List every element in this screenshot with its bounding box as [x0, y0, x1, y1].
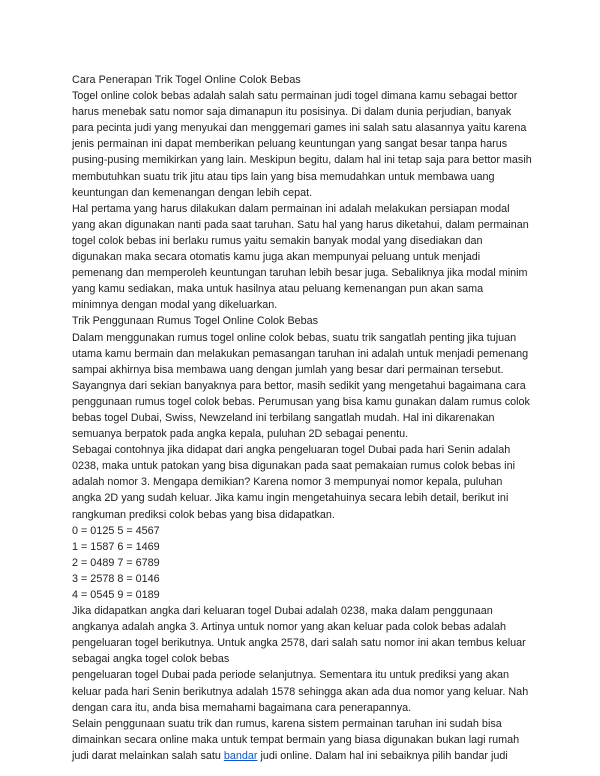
document-title: Cara Penerapan Trik Togel Online Colok Bebas	[72, 74, 301, 86]
paragraph-contoh: Sebagai contohnya jika didapat dari angka pengeluaran togel Dubai pada hari Senin adalah 0238, maka untuk patokan yang bisa digunakan pada saat pemakaian rumus colok bebas ini adalah nomor 3. Mengapa demikian? Karena nomor 3 mempunyai nomor kepala, puluhan angka 2D yang sudah keluar. Jika kamu ingin mengetahuinya secara lebih detail, berikut ini rangkuman prediksi colok bebas yang bisa didapatkan.	[72, 444, 515, 521]
paragraph-penggunaan: Jika didapatkan angka dari keluaran togel Dubai adalah 0238, maka dalam penggunaan angkanya adalah angka 3. Artinya untuk nomor yang akan keluar pada colok bebas adalah pengeluaran togel berikutnya. Untuk angka 2578, dari salah satu nomor ini akan tembus keluar sebagai angka togel colok bebas	[72, 605, 526, 666]
formula-line: 2 = 0489 7 = 6789	[72, 556, 160, 569]
formula-line: 4 = 0545 9 = 0189	[72, 589, 160, 601]
paragraph-selain-text-after: judi online. Dalam hal ini sebaiknya pilih bandar judi	[257, 749, 508, 762]
formula-line: 1 = 1587 6 = 1469	[72, 540, 160, 553]
section-subtitle: Trik Penggunaan Rumus Togel Online Colok Bebas	[72, 315, 319, 328]
paragraph-periode: pengeluaran togel Dubai pada periode selanjutnya. Sementara itu untuk prediksi yang akan keluar pada hari Senin berikutnya adalah 1578 sehingga akan ada dua nomor yang keluar. Nah dengan cara itu, anda bisa memahami bagaimana cara penerapannya.	[72, 669, 529, 714]
paragraph-selain	[72, 716, 532, 764]
formula-line: 0 = 0125 5 = 4567	[72, 524, 160, 537]
formula-line: 3 = 2578 8 = 0146	[72, 572, 160, 585]
paragraph-modal: Hal pertama yang harus dilakukan dalam permainan ini adalah melakukan persiapan modal yang akan digunakan nanti pada saat taruhan. Satu hal yang harus diketahui, dalam permainan togel colok bebas ini berlaku rumus yaitu semakin banyak modal yang disediakan dan digunakan maka secara otomatis kamu juga akan mempunyai peluang untuk menjadi pemenang dan memperoleh keuntungan taruhan lebih besar juga. Sebaliknya jika modal minim yang kamu sediakan, maka untuk hasilnya atau peluang kemenangan pun akan sama minimnya dengan modal yang dikeluarkan.	[72, 202, 529, 312]
paragraph-sayangnya: Sayangnya dari sekian banyaknya para bettor, masih sedikit yang mengetahui bagaimana cara penggunaan rumus togel colok bebas. Perumusan yang bisa kamu gunakan dalam rumus colok bebas togel Dubai, Swiss, Newzeland ini terbilang sangatlah mudah. Hal ini dikarenakan semuanya berpatok pada angka kepala, puluhan 2D sebagai penentu.	[72, 379, 530, 441]
paragraph-intro: Togel online colok bebas adalah salah satu permainan judi togel dimana kamu sebagai bettor harus menebak satu nomor saja dimanapun itu posisinya. Di dalam dunia perjudian, banyak para pecinta judi yang menyukai dan menggemari games ini salah satu alasannya yaitu karena jenis permainan ini dapat memberikan peluang keuntungan yang sangat besar tanpa harus pusing-pusing memikirkan yang lain. Meskipun begitu, dalam hal ini tetap saja para bettor masih membutuhkan suatu trik jitu atau tips lain yang bisa memudahkan untuk membawa uang keuntungan dan kemenangan dengan lebih cepat.	[72, 90, 532, 199]
paragraph-trik: Dalam menggunakan rumus togel online colok bebas, suatu trik sangatlah penting jika tujuan utama kamu bermain dan melakukan pemasangan taruhan ini adalah untuk menjadi pemenang sampai akhirnya bisa membawa uang dengan jumlah yang besar dari permainan tersebut.	[72, 331, 529, 376]
document-page	[72, 72, 532, 764]
bandar-link[interactable]: bandar	[223, 749, 258, 762]
paragraph-selain-text-before: Selain penggunaan suatu trik dan rumus, karena sistem permainan taruhan ini sudah bisa dimainkan secara online maka untuk tempat bermain yang biasa digunakan bukan lagi rumah judi darat melainkan salah satu	[72, 717, 520, 762]
